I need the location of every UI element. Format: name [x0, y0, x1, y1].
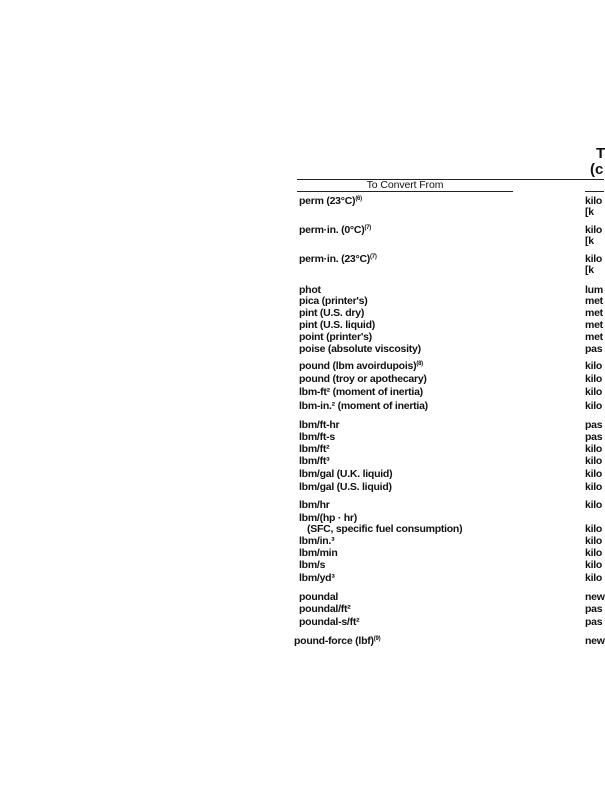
convert-from-text: (SFC, specific fuel consumption) [307, 523, 463, 535]
convert-from-text: pound (lbm avoirdupois) [299, 360, 417, 372]
table-row [0, 536, 604, 547]
table-row [0, 401, 604, 412]
convert-to-cell: kilo [585, 559, 603, 571]
column-header-from: To Convert From [366, 179, 444, 191]
convert-to-cell: pas [585, 419, 603, 431]
convert-to-cell: kilo [585, 468, 603, 480]
convert-to-cell: lum [585, 284, 603, 296]
convert-to-cell: kilo [585, 481, 603, 493]
footnote-marker: (8) [416, 361, 423, 367]
convert-from-text: lbm/ft-s [299, 431, 335, 443]
convert-from-text: lbm/ft-hr [299, 419, 340, 431]
table-row [0, 573, 604, 584]
table-row [0, 444, 604, 455]
convert-from-cell [299, 361, 423, 372]
convert-from-text: perm (23°C) [299, 195, 356, 207]
table-row [0, 456, 604, 467]
convert-from-text: lbm-in.² (moment of inertia) [299, 400, 428, 412]
convert-from-text: lbm/yd³ [299, 572, 335, 584]
convert-to-cell: kilo [585, 523, 603, 535]
table-row [0, 636, 604, 647]
table-row [0, 265, 604, 276]
table-row [0, 617, 604, 628]
convert-from-text: pint (U.S. liquid) [299, 319, 375, 331]
column-header-rule [297, 191, 513, 192]
convert-to-cell: kilo [585, 455, 603, 467]
convert-to-cell: met [585, 331, 603, 343]
footnote-marker: (7) [364, 225, 372, 231]
convert-to-cell: kilo [585, 535, 603, 547]
convert-from-cell [299, 548, 338, 559]
convert-from-cell [307, 524, 462, 535]
convert-from-cell [299, 254, 377, 265]
convert-from-text: lbm/min [299, 547, 338, 559]
table-row [0, 320, 604, 331]
convert-to-cell: kilo [585, 547, 603, 559]
table-row [0, 482, 604, 493]
convert-from-text: lbm/ft² [299, 443, 330, 455]
convert-from-text: perm·in. (23°C) [299, 253, 371, 265]
convert-to-cell: new [585, 591, 605, 603]
convert-from-cell [299, 469, 392, 480]
convert-from-text: poise (absolute viscosity) [299, 343, 421, 355]
convert-from-text: lbm/s [299, 559, 326, 571]
convert-to-cell: kilo [585, 443, 603, 455]
table-row [0, 592, 604, 603]
convert-from-text: lbm/gal (U.S. liquid) [299, 481, 392, 493]
convert-to-cell: met [585, 319, 603, 331]
convert-from-text: phot [299, 284, 321, 296]
convert-from-text: pound-force (lbf) [294, 635, 374, 647]
convert-from-text: lbm/ft³ [299, 455, 330, 467]
table-row [0, 604, 604, 615]
convert-from-cell [299, 444, 329, 455]
table-row [0, 196, 604, 207]
convert-from-text: pica (printer's) [299, 295, 368, 307]
convert-from-cell [299, 320, 375, 331]
column-header-rule-right [585, 191, 604, 192]
convert-to-cell: new [585, 635, 605, 647]
table-row [0, 344, 604, 355]
convert-from-cell [299, 401, 428, 412]
convert-from-text: lbm/in.³ [299, 535, 335, 547]
convert-to-cell: kilo [585, 360, 603, 372]
convert-from-cell [294, 636, 380, 647]
convert-from-text: lbm-ft² (moment of inertia) [299, 386, 423, 398]
convert-to-cell: [k [585, 235, 594, 247]
convert-to-cell: kilo [585, 195, 603, 207]
table-row [0, 524, 604, 535]
convert-to-cell: kilo [585, 373, 603, 385]
table-row [0, 254, 604, 265]
convert-from-text: lbm/hr [299, 499, 330, 511]
convert-to-cell: [k [585, 206, 594, 218]
convert-to-cell: [k [585, 264, 594, 276]
convert-from-cell [299, 560, 325, 571]
table-row [0, 361, 604, 372]
convert-to-cell: kilo [585, 400, 603, 412]
convert-from-text: poundal [299, 591, 339, 603]
convert-from-cell [299, 432, 335, 443]
convert-from-text: poundal/ft² [299, 603, 351, 615]
table-row [0, 500, 604, 511]
table-row [0, 332, 604, 343]
convert-from-cell [299, 482, 392, 493]
convert-to-cell: pas [585, 431, 603, 443]
convert-from-text: lbm/(hp · hr) [299, 512, 357, 524]
convert-from-cell [299, 225, 371, 236]
table-row [0, 207, 604, 218]
convert-from-cell [299, 536, 334, 547]
convert-from-cell [299, 308, 364, 319]
table-row [0, 225, 604, 236]
table-row [0, 513, 604, 524]
convert-from-text: pound (troy or apothecary) [299, 373, 427, 385]
convert-from-text: poundal-s/ft² [299, 616, 360, 628]
convert-to-cell: met [585, 307, 603, 319]
convert-from-cell [299, 420, 339, 431]
table-row [0, 548, 604, 559]
convert-from-text: lbm/gal (U.K. liquid) [299, 468, 393, 480]
convert-to-cell: pas [585, 603, 603, 615]
convert-from-text: pint (U.S. dry) [299, 307, 365, 319]
convert-from-cell [299, 456, 329, 467]
convert-from-cell [299, 344, 421, 355]
table-row [0, 469, 604, 480]
convert-from-cell [299, 604, 350, 615]
convert-from-cell [299, 573, 335, 584]
table-row [0, 560, 604, 571]
table-row [0, 296, 604, 307]
table-row [0, 432, 604, 443]
table-row [0, 308, 604, 319]
table-row [0, 236, 604, 247]
convert-from-cell [299, 374, 427, 385]
footnote-marker: (7) [370, 254, 377, 260]
table-row [0, 387, 604, 398]
footnote-marker: (9) [373, 636, 381, 642]
convert-to-cell: kilo [585, 572, 603, 584]
convert-to-cell: kilo [585, 386, 603, 398]
convert-from-cell [299, 387, 423, 398]
convert-from-cell [299, 500, 330, 511]
convert-to-cell: met [585, 295, 603, 307]
convert-from-cell [299, 617, 359, 628]
convert-from-text: perm·in. (0°C) [299, 224, 365, 236]
footnote-marker: (6) [355, 196, 362, 202]
convert-from-cell [299, 592, 338, 603]
table-title-line2: (c [590, 161, 604, 178]
convert-from-text: point (printer's) [299, 331, 372, 343]
table-row [0, 420, 604, 431]
table-row [0, 374, 604, 385]
convert-from-cell [299, 196, 362, 207]
convert-to-cell: kilo [585, 253, 603, 265]
convert-to-cell: pas [585, 343, 603, 355]
convert-to-cell: kilo [585, 224, 603, 236]
convert-from-cell [299, 296, 368, 307]
convert-to-cell: pas [585, 616, 603, 628]
convert-to-cell: kilo [585, 499, 603, 511]
convert-from-cell [299, 332, 372, 343]
table-title-line1: T [596, 145, 605, 162]
